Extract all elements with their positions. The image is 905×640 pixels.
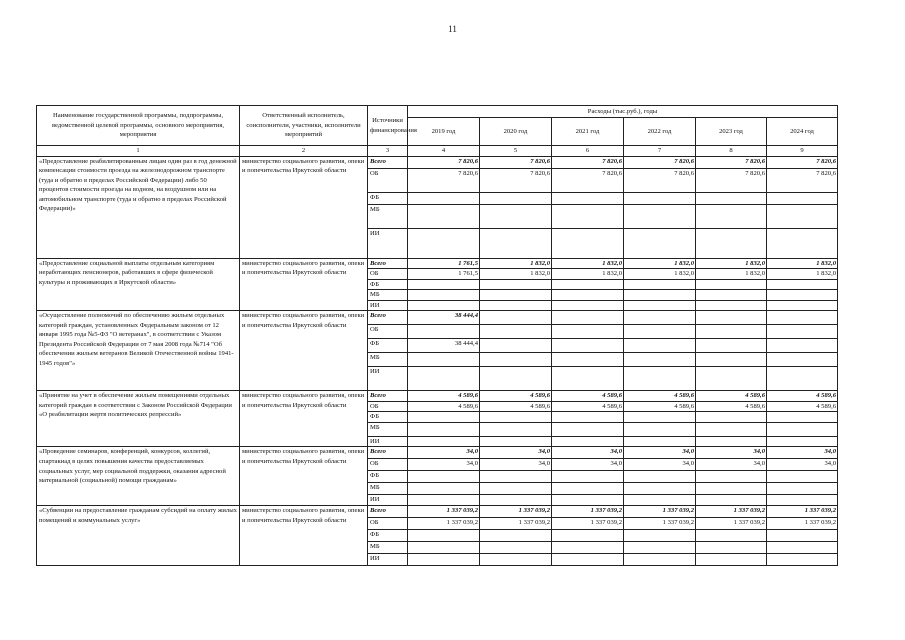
value-cell xyxy=(767,300,838,311)
value-cell xyxy=(408,436,480,447)
value-cell xyxy=(767,192,838,204)
value-cell: 38 444,4 xyxy=(408,311,480,325)
header-index-cell: 5 xyxy=(480,146,552,157)
header-year: 2020 год xyxy=(480,118,552,146)
value-cell xyxy=(552,495,624,506)
value-cell xyxy=(696,483,767,495)
value-cell xyxy=(624,367,696,391)
value-cell xyxy=(767,471,838,483)
table-row xyxy=(37,258,838,269)
value-cell: 4 589,6 xyxy=(552,391,624,402)
value-cell: 1 832,0 xyxy=(767,258,838,269)
value-cell xyxy=(767,325,838,339)
funding-source-mb: МБ xyxy=(368,483,408,495)
value-cell: 7 820,6 xyxy=(552,156,624,168)
value-cell xyxy=(767,483,838,495)
funding-source-ob: ОБ xyxy=(368,518,408,530)
value-cell xyxy=(408,300,480,311)
value-cell xyxy=(552,471,624,483)
value-cell xyxy=(480,412,552,423)
funding-source-ob: ОБ xyxy=(368,269,408,280)
value-cell xyxy=(696,436,767,447)
value-cell xyxy=(624,471,696,483)
value-cell xyxy=(624,279,696,290)
funding-source-ob: ОБ xyxy=(368,459,408,471)
value-cell: 34,0 xyxy=(624,447,696,459)
value-cell xyxy=(696,554,767,566)
value-cell xyxy=(552,192,624,204)
value-cell: 34,0 xyxy=(552,459,624,471)
measure-name: «Предоставление социальной выплаты отдельным категориям неработающих пенсионеров, работавших в сфере физической культуры и проживающих в Иркутской области» xyxy=(37,258,240,311)
value-cell xyxy=(480,542,552,554)
value-cell: 7 820,6 xyxy=(624,156,696,168)
value-cell xyxy=(624,353,696,367)
header-name: Наименование государственной программы, подпрограммы, ведомственной целевой программы, основного мероприятия, мероприятия xyxy=(37,106,240,146)
value-cell xyxy=(552,204,624,228)
funding-source-total: Всего xyxy=(368,311,408,325)
value-cell: 34,0 xyxy=(480,459,552,471)
value-cell xyxy=(408,367,480,391)
value-cell xyxy=(480,495,552,506)
header-year: 2019 год xyxy=(408,118,480,146)
value-cell: 34,0 xyxy=(767,447,838,459)
value-cell xyxy=(767,530,838,542)
funding-source-fb: ФБ xyxy=(368,412,408,423)
value-cell xyxy=(624,228,696,258)
value-cell: 4 589,6 xyxy=(552,401,624,412)
funding-source-fb: ФБ xyxy=(368,279,408,290)
value-cell xyxy=(696,192,767,204)
value-cell: 7 820,6 xyxy=(552,168,624,192)
value-cell xyxy=(696,495,767,506)
value-cell: 7 820,6 xyxy=(480,168,552,192)
header-index-cell: 1 xyxy=(37,146,240,157)
value-cell: 7 820,6 xyxy=(767,156,838,168)
funding-source-fb: ФБ xyxy=(368,339,408,353)
value-cell: 1 832,0 xyxy=(552,258,624,269)
value-cell xyxy=(408,483,480,495)
value-cell xyxy=(624,554,696,566)
funding-source-fb: ФБ xyxy=(368,530,408,542)
value-cell: 1 337 039,2 xyxy=(408,506,480,518)
value-cell: 34,0 xyxy=(480,447,552,459)
value-cell xyxy=(408,228,480,258)
responsible-executor: министерство социального развития, опеки и попечительства Иркутской области xyxy=(240,156,368,258)
value-cell: 4 589,6 xyxy=(408,401,480,412)
value-cell xyxy=(767,554,838,566)
funding-source-ob: ОБ xyxy=(368,168,408,192)
value-cell xyxy=(624,192,696,204)
value-cell: 1 337 039,2 xyxy=(408,518,480,530)
value-cell: 38 444,4 xyxy=(408,339,480,353)
funding-source-ii: ИИ xyxy=(368,367,408,391)
funding-source-ob: ОБ xyxy=(368,325,408,339)
value-cell: 34,0 xyxy=(408,459,480,471)
value-cell xyxy=(408,353,480,367)
value-cell xyxy=(696,325,767,339)
value-cell xyxy=(480,228,552,258)
value-cell xyxy=(552,311,624,325)
value-cell: 4 589,6 xyxy=(624,401,696,412)
value-cell: 34,0 xyxy=(552,447,624,459)
value-cell: 4 589,6 xyxy=(408,391,480,402)
value-cell: 4 589,6 xyxy=(767,401,838,412)
value-cell: 4 589,6 xyxy=(480,401,552,412)
value-cell xyxy=(408,204,480,228)
value-cell xyxy=(696,279,767,290)
value-cell xyxy=(767,353,838,367)
funding-source-mb: МБ xyxy=(368,204,408,228)
value-cell xyxy=(624,290,696,301)
value-cell xyxy=(696,471,767,483)
value-cell xyxy=(552,412,624,423)
value-cell xyxy=(552,353,624,367)
value-cell xyxy=(624,483,696,495)
funding-source-fb: ФБ xyxy=(368,192,408,204)
value-cell: 1 337 039,2 xyxy=(480,506,552,518)
value-cell: 7 820,6 xyxy=(408,168,480,192)
header-responsible: Ответственный исполнитель, соисполнители, участники, исполнители мероприятий xyxy=(240,106,368,146)
responsible-executor: министерство социального развития, опеки и попечительства Иркутской области xyxy=(240,391,368,447)
value-cell: 1 832,0 xyxy=(696,258,767,269)
value-cell xyxy=(624,530,696,542)
funding-source-total: Всего xyxy=(368,506,408,518)
value-cell xyxy=(552,422,624,436)
value-cell xyxy=(552,367,624,391)
value-cell xyxy=(624,495,696,506)
value-cell xyxy=(696,300,767,311)
value-cell xyxy=(624,542,696,554)
header-index-cell: 6 xyxy=(552,146,624,157)
value-cell xyxy=(552,228,624,258)
value-cell: 1 832,0 xyxy=(552,269,624,280)
header-index-row xyxy=(37,146,838,157)
value-cell xyxy=(408,279,480,290)
value-cell xyxy=(480,290,552,301)
value-cell xyxy=(552,483,624,495)
value-cell xyxy=(480,422,552,436)
value-cell: 7 820,6 xyxy=(624,168,696,192)
table-row xyxy=(37,506,838,518)
value-cell xyxy=(696,412,767,423)
value-cell xyxy=(624,325,696,339)
value-cell xyxy=(408,412,480,423)
value-cell xyxy=(696,339,767,353)
value-cell: 1 337 039,2 xyxy=(767,518,838,530)
value-cell xyxy=(624,339,696,353)
value-cell: 1 337 039,2 xyxy=(624,506,696,518)
value-cell xyxy=(480,279,552,290)
header-index-cell: 8 xyxy=(696,146,767,157)
value-cell xyxy=(696,353,767,367)
value-cell xyxy=(767,290,838,301)
funding-source-total: Всего xyxy=(368,391,408,402)
value-cell xyxy=(480,471,552,483)
value-cell xyxy=(624,436,696,447)
table-row xyxy=(37,311,838,325)
value-cell: 34,0 xyxy=(408,447,480,459)
header-year: 2022 год xyxy=(624,118,696,146)
header-index-cell: 3 xyxy=(368,146,408,157)
value-cell: 34,0 xyxy=(696,447,767,459)
funding-source-ii: ИИ xyxy=(368,300,408,311)
funding-source-mb: МБ xyxy=(368,353,408,367)
value-cell: 4 589,6 xyxy=(767,391,838,402)
table-row xyxy=(37,447,838,459)
value-cell xyxy=(696,422,767,436)
measure-name: «Осуществление полномочий по обеспечению жильем отдельных категорий граждан, установленных Федеральным законом от 12 января 1995 года №5-ФЗ "О ветеранах", в соответствии с Указом Президента Российской Федерации от 7 мая 2008 года №714 "Об обеспечении жильем ветеранов Великой Отечественной войны 1941-1945 годов"» xyxy=(37,311,240,391)
value-cell xyxy=(767,436,838,447)
header-year: 2021 год xyxy=(552,118,624,146)
value-cell xyxy=(696,542,767,554)
value-cell xyxy=(552,436,624,447)
header-index-cell: 9 xyxy=(767,146,838,157)
value-cell xyxy=(624,412,696,423)
value-cell xyxy=(767,367,838,391)
value-cell: 7 820,6 xyxy=(767,168,838,192)
value-cell xyxy=(408,471,480,483)
value-cell: 7 820,6 xyxy=(480,156,552,168)
value-cell: 1 337 039,2 xyxy=(696,518,767,530)
value-cell xyxy=(767,542,838,554)
value-cell: 1 761,5 xyxy=(408,269,480,280)
value-cell: 1 761,5 xyxy=(408,258,480,269)
measure-name: «Проведение семинаров, конференций, конкурсов, коллегий, спартакиад в целях повышения качества предоставляемых социальных услуг, мер социальной поддержки, оказания адресной материальной (социальной) помощи гражданам» xyxy=(37,447,240,506)
page-number: 11 xyxy=(448,24,457,34)
value-cell: 7 820,6 xyxy=(408,156,480,168)
header-index-cell: 2 xyxy=(240,146,368,157)
header-expenses: Расходы (тыс.руб.), годы xyxy=(408,106,838,118)
value-cell xyxy=(408,495,480,506)
value-cell: 1 832,0 xyxy=(480,258,552,269)
value-cell: 1 337 039,2 xyxy=(696,506,767,518)
value-cell xyxy=(408,422,480,436)
value-cell xyxy=(480,530,552,542)
value-cell xyxy=(767,422,838,436)
value-cell: 1 337 039,2 xyxy=(552,506,624,518)
funding-source-total: Всего xyxy=(368,447,408,459)
header-year: 2023 год xyxy=(696,118,767,146)
funding-source-total: Всего xyxy=(368,258,408,269)
value-cell: 1 832,0 xyxy=(624,258,696,269)
header-year: 2024 год xyxy=(767,118,838,146)
value-cell xyxy=(552,542,624,554)
funding-source-mb: МБ xyxy=(368,290,408,301)
value-cell xyxy=(480,325,552,339)
value-cell xyxy=(624,422,696,436)
value-cell xyxy=(767,204,838,228)
value-cell xyxy=(696,290,767,301)
value-cell xyxy=(624,300,696,311)
funding-source-ii: ИИ xyxy=(368,436,408,447)
value-cell xyxy=(696,228,767,258)
value-cell xyxy=(480,311,552,325)
value-cell xyxy=(624,311,696,325)
value-cell: 1 832,0 xyxy=(767,269,838,280)
value-cell xyxy=(696,204,767,228)
value-cell xyxy=(480,483,552,495)
table-row xyxy=(37,156,838,168)
header-index-cell: 4 xyxy=(408,146,480,157)
value-cell: 34,0 xyxy=(696,459,767,471)
value-cell: 34,0 xyxy=(767,459,838,471)
funding-source-ii: ИИ xyxy=(368,228,408,258)
responsible-executor: министерство социального развития, опеки и попечительства Иркутской области xyxy=(240,311,368,391)
budget-table xyxy=(36,105,838,566)
value-cell: 1 337 039,2 xyxy=(767,506,838,518)
funding-source-mb: МБ xyxy=(368,542,408,554)
value-cell xyxy=(767,339,838,353)
table-row xyxy=(37,391,838,402)
value-cell xyxy=(480,367,552,391)
value-cell xyxy=(767,495,838,506)
value-cell xyxy=(480,192,552,204)
funding-source-ii: ИИ xyxy=(368,554,408,566)
value-cell xyxy=(624,204,696,228)
value-cell xyxy=(767,279,838,290)
value-cell xyxy=(480,300,552,311)
funding-source-ii: ИИ xyxy=(368,495,408,506)
value-cell xyxy=(767,412,838,423)
value-cell xyxy=(480,339,552,353)
value-cell xyxy=(408,554,480,566)
value-cell xyxy=(408,530,480,542)
value-cell xyxy=(480,353,552,367)
value-cell: 4 589,6 xyxy=(696,401,767,412)
value-cell xyxy=(408,325,480,339)
value-cell xyxy=(552,290,624,301)
header-sources: Источники финансирования xyxy=(368,106,408,146)
value-cell: 1 832,0 xyxy=(480,269,552,280)
value-cell xyxy=(408,542,480,554)
value-cell xyxy=(696,367,767,391)
table-body xyxy=(37,156,838,565)
value-cell xyxy=(552,530,624,542)
value-cell xyxy=(767,311,838,325)
value-cell: 4 589,6 xyxy=(480,391,552,402)
value-cell xyxy=(408,192,480,204)
funding-source-fb: ФБ xyxy=(368,471,408,483)
value-cell xyxy=(552,279,624,290)
value-cell: 1 832,0 xyxy=(696,269,767,280)
responsible-executor: министерство социального развития, опеки и попечительства Иркутской области xyxy=(240,447,368,506)
value-cell xyxy=(696,530,767,542)
value-cell xyxy=(480,554,552,566)
value-cell: 34,0 xyxy=(624,459,696,471)
value-cell xyxy=(696,311,767,325)
value-cell: 4 589,6 xyxy=(696,391,767,402)
value-cell: 7 820,6 xyxy=(696,168,767,192)
header-index-cell: 7 xyxy=(624,146,696,157)
measure-name: «Субвенции на предоставление гражданам субсидий на оплату жилых помещений и коммунальных услуг» xyxy=(37,506,240,566)
value-cell: 1 832,0 xyxy=(624,269,696,280)
value-cell xyxy=(408,290,480,301)
value-cell: 7 820,6 xyxy=(696,156,767,168)
responsible-executor: министерство социального развития, опеки и попечительства Иркутской области xyxy=(240,506,368,566)
funding-source-mb: МБ xyxy=(368,422,408,436)
value-cell xyxy=(552,325,624,339)
value-cell xyxy=(552,300,624,311)
value-cell: 1 337 039,2 xyxy=(552,518,624,530)
value-cell xyxy=(480,436,552,447)
value-cell xyxy=(767,228,838,258)
value-cell: 4 589,6 xyxy=(624,391,696,402)
funding-source-total: Всего xyxy=(368,156,408,168)
responsible-executor: министерство социального развития, опеки и попечительства Иркутской области xyxy=(240,258,368,311)
value-cell xyxy=(552,339,624,353)
value-cell: 1 337 039,2 xyxy=(624,518,696,530)
measure-name: «Принятие на учет в обеспечение жильем помещениями отдельных категорий граждан в соответствии с Законом Российской Федерации «О реабилитации жертв политических репрессий» xyxy=(37,391,240,447)
measure-name: «Предоставление реабилитированным лицам один раз в год денежной компенсации стоимости проезда на железнодорожном транспорте (туда и обратно в пределах Российской Федерации) либо 50 процентов стоимости проезда на водном, на воздушном или на автомобильном транспорте (туда и обратно в пределах Российской Федерации)» xyxy=(37,156,240,258)
value-cell xyxy=(552,554,624,566)
value-cell xyxy=(480,204,552,228)
value-cell: 1 337 039,2 xyxy=(480,518,552,530)
funding-source-ob: ОБ xyxy=(368,401,408,412)
